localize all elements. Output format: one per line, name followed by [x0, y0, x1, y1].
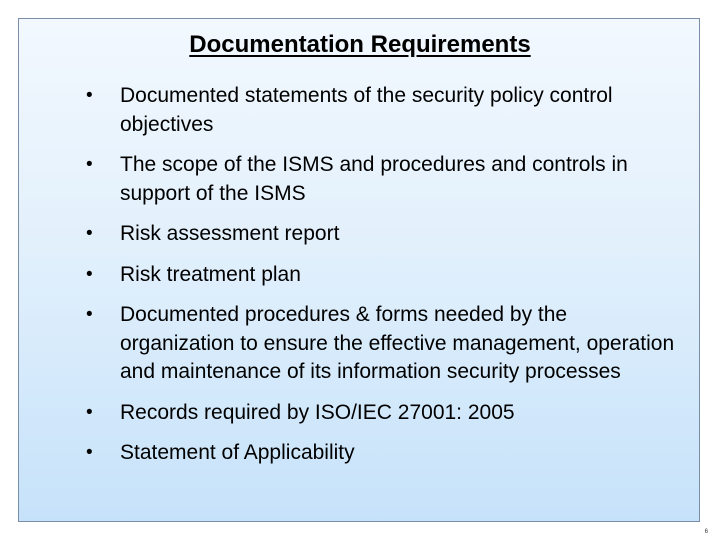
bullet-item-risk-treatment: • Risk treatment plan — [86, 261, 676, 290]
bullet-list — [86, 82, 676, 468]
bullet-item-security-policy: • Documented statements of the security policy control objectives — [86, 82, 676, 139]
bullet-item-documented-procedures: • Documented procedures & forms needed by the organization to ensure the effective management, operation and maintenance of its information security processes — [86, 301, 676, 387]
slide-title: Documentation Requirements — [189, 31, 531, 58]
page-number: 6 — [704, 529, 708, 535]
bullet-item-isms-scope: • The scope of the ISMS and procedures and controls in support of the ISMS — [86, 151, 676, 208]
bullet-item-records: • Records required by ISO/IEC 27001: 2005 — [86, 399, 676, 428]
bullet-item-statement-of-applicability: • Statement of Applicability — [86, 439, 676, 468]
bullet-item-risk-assessment: • Risk assessment report — [86, 220, 676, 249]
